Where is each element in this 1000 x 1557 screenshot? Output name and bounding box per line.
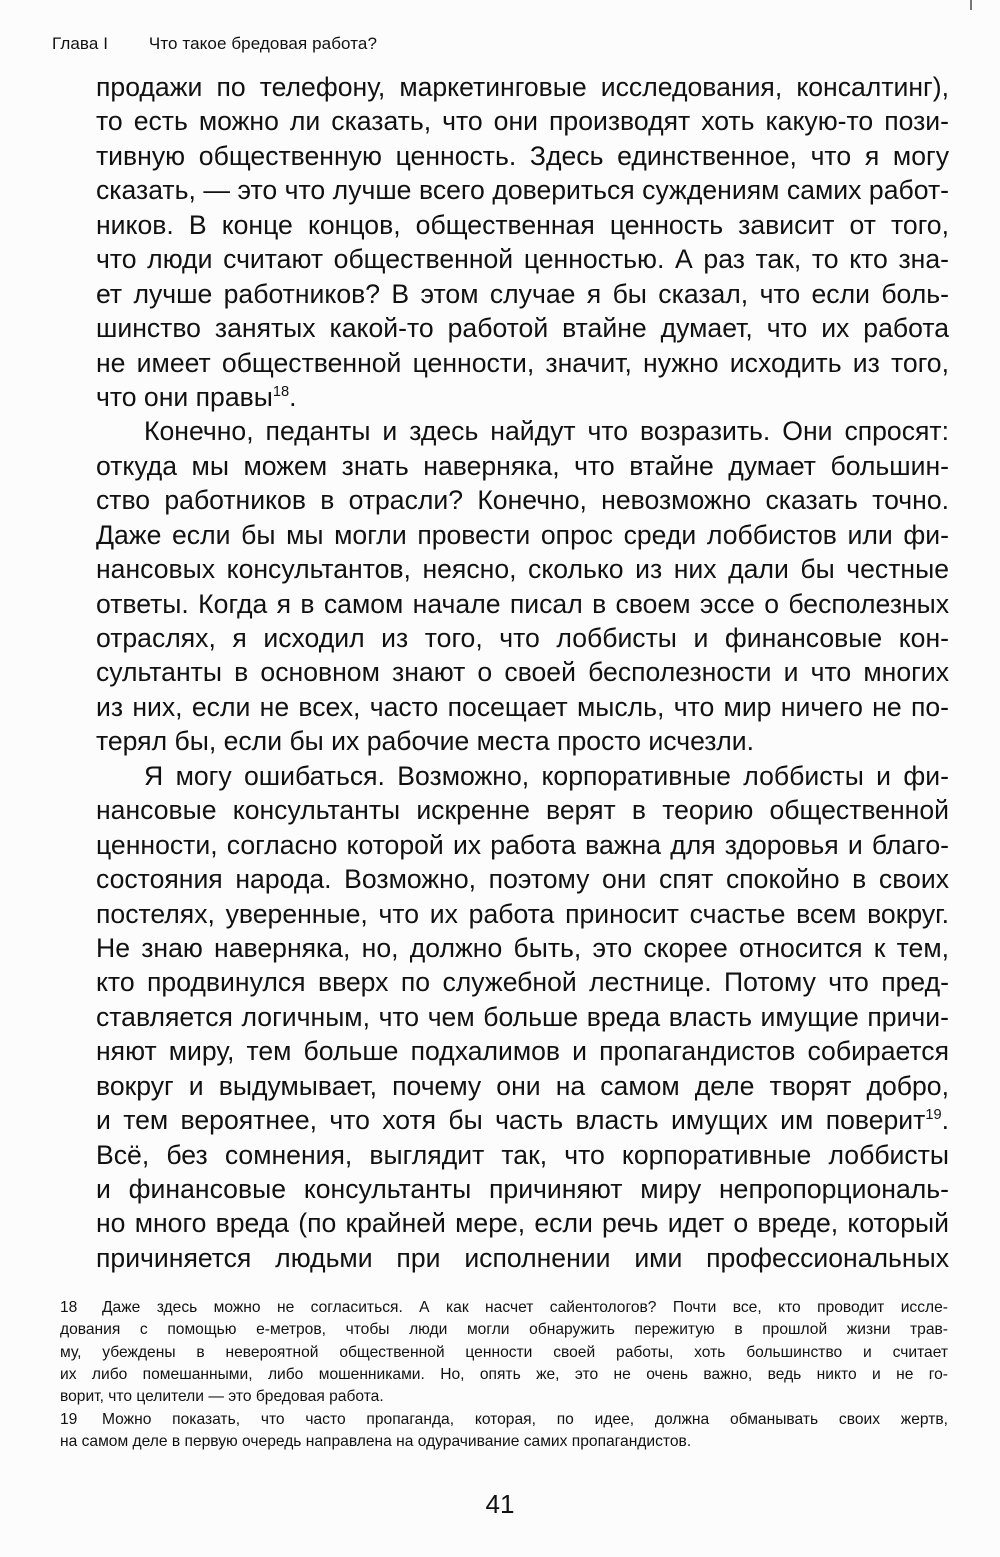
text-line: нансовых консультантов, неясно, сколько из них дали бы честные [96,554,949,585]
text-line: причиняется людьми при исполнении ими профессиональных [96,1242,949,1273]
footnote-number: 19 [60,1410,78,1428]
text-line: няют миру, тем больше подхалимов и пропагандистов собирается [96,1036,949,1067]
footnote-19-line [60,1409,948,1431]
text-line-with-note-ref [96,1103,949,1137]
text-line-with-note-ref [96,380,949,414]
text-line: Я могу ошибаться. Возможно, корпоративные лоббисты и фи- [144,760,949,791]
text-line: ответы. Когда я в самом начале писал в своем эссе о бесполезных [96,588,949,619]
text-line: ет лучше работников? В этом случае я бы сказал, что если боль- [96,278,949,309]
text-line: ство работников в отрасли? Конечно, невозможно сказать точно. [96,485,949,516]
text-line: Не знаю наверняка, но, должно быть, это скорее относится к тем, [96,932,949,963]
text-line: но много вреда (по крайней мере, если речь идет о вреде, который [96,1208,949,1239]
running-head [52,34,377,54]
text-line: нансовые консультанты искренне верят в теорию общественной [96,795,949,826]
text-line: что люди считают общественной ценностью. А раз так, то кто зна- [96,244,949,275]
footnote-18-line: их либо помешанными, либо мошенниками. Но, опять же, это не очень важно, ведь никто и не го- [60,1366,948,1384]
footnote-ref-18[interactable]: 18 [272,384,290,401]
text-line: сказать, — это что лучше всего довериться суждениям самих работ- [96,175,949,206]
text-line: откуда мы можем знать наверняка, что втайне думает большин- [96,450,949,481]
text-line: не имеет общественной ценности, значит, нужно исходить из того, [96,347,949,378]
text-line: из них, если не всех, часто посещает мысль, что мир ничего не по- [96,691,949,722]
text-line: ценности, согласно которой их работа важна для здоровья и благо- [96,829,949,860]
footnote-18-line: ворит, что целители — это бредовая работа. [60,1388,384,1406]
footnote-ref-19[interactable]: 19 [925,1107,942,1124]
page-number: 41 [485,1489,515,1519]
footnote-19-line: на самом деле в первую очередь направлена на одурачивание самих пропагандистов. [60,1433,692,1451]
footnote-18-line: дования с помощью е-метров, чтобы люди могли обнаружить пережитую в прошлой жизни трав- [60,1321,948,1339]
text-line: продажи по телефону, маркетинговые исследования, консалтинг), [96,72,949,102]
text-line: состояния народа. Возможно, поэтому они спят спокойно в своих [96,864,949,895]
main-text [96,70,949,1275]
text-fragment: . [289,381,297,412]
scan-edge-mark [970,0,972,10]
text-line: шинство занятых какой-то работой втайне думает, что их работа [96,313,949,344]
text-fragment: . [941,1105,949,1136]
text-line: вокруг и выдумывает, почему они на самом деле творят добро, [96,1070,949,1101]
footnote-text: Даже здесь можно не согласиться. А как насчет сайентологов? Почти все, кто проводит иссле- [102,1299,948,1316]
footnote-18-line [60,1297,948,1319]
footnote-18-line: му, убеждены в невероятной общественной ценности своей работы, хоть большинство и считает [60,1343,948,1361]
footnote-number: 18 [60,1299,78,1316]
text-line: отраслях, я исходил из того, что лоббисты и финансовые кон- [96,623,949,653]
text-line: терял бы, если бы их рабочие места просто исчезли. [96,726,754,757]
text-line: и финансовые консультанты причиняют миру непропорциональ- [96,1174,949,1204]
chapter-title: Что такое бредовая работа? [148,34,378,53]
text-fragment: что они правы [96,381,273,412]
text-line: ников. В конце концов, общественная ценность зависит от того, [96,209,949,240]
text-line: кто продвинулся вверх по служебной лестнице. Потому что пред- [96,967,949,998]
text-line: тивную общественную ценность. Здесь единственное, что я могу [96,140,949,171]
footnotes [60,1297,948,1453]
text-line: сультанты в основном знают о своей бесполезности и что многих [96,657,949,688]
text-line: ставляется логичным, что чем больше вреда власть имущие причи- [96,1001,949,1032]
text-fragment: и тем вероятнее, что хотя бы часть власть имущих им поверит [96,1105,926,1136]
chapter-label: Глава I [52,34,109,53]
footnote-text: Можно показать, что часто пропаганда, которая, по идее, должна обманывать своих жертв, [102,1410,948,1428]
text-line: Конечно, педанты и здесь найдут что возразить. Они спросят: [144,416,949,447]
text-line: то есть можно ли сказать, что они производят хоть какую-то пози- [96,106,949,137]
text-line: Всё, без сомнения, выглядит так, что корпоративные лоббисты [96,1139,949,1170]
text-line: Даже если бы мы могли провести опрос среди лоббистов или фи- [96,519,949,550]
text-line: постелях, уверенные, что их работа приносит счастье всем вокруг. [96,898,949,929]
